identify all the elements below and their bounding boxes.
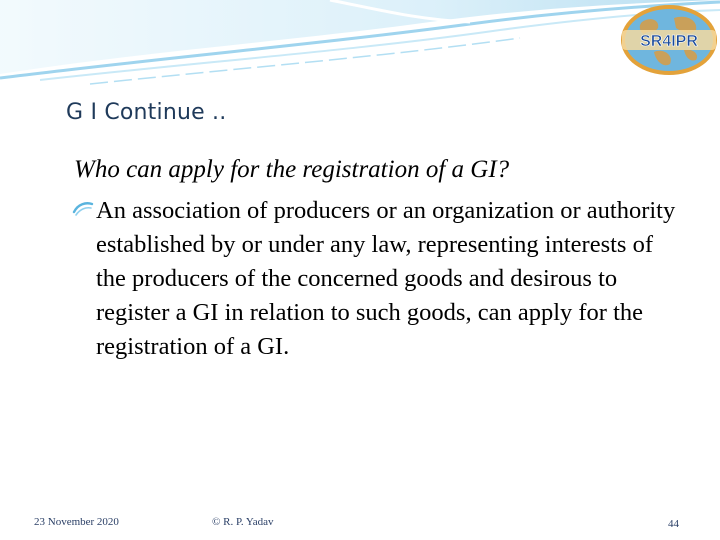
page-number: 44 — [668, 518, 679, 530]
footer-date: 23 November 2020 — [34, 516, 119, 528]
globe-logo-icon — [614, 2, 720, 78]
bullet-item — [72, 194, 682, 364]
logo-text: SR4IPR — [640, 33, 698, 50]
footer-author: © R. P. Yadav — [212, 516, 274, 528]
swoosh-bullet-icon — [72, 200, 94, 218]
header-wave-decoration — [0, 0, 720, 90]
question-heading: Who can apply for the registration of a GI? — [74, 156, 510, 183]
bullet-text: An association of producers or an organization or authority established by or under any law, representing interests of the producers of the concerned goods and desirous to register a GI in relation to such goods, can apply for the registration of a GI. — [96, 197, 676, 360]
slide-title: G I Continue .. — [66, 100, 227, 125]
